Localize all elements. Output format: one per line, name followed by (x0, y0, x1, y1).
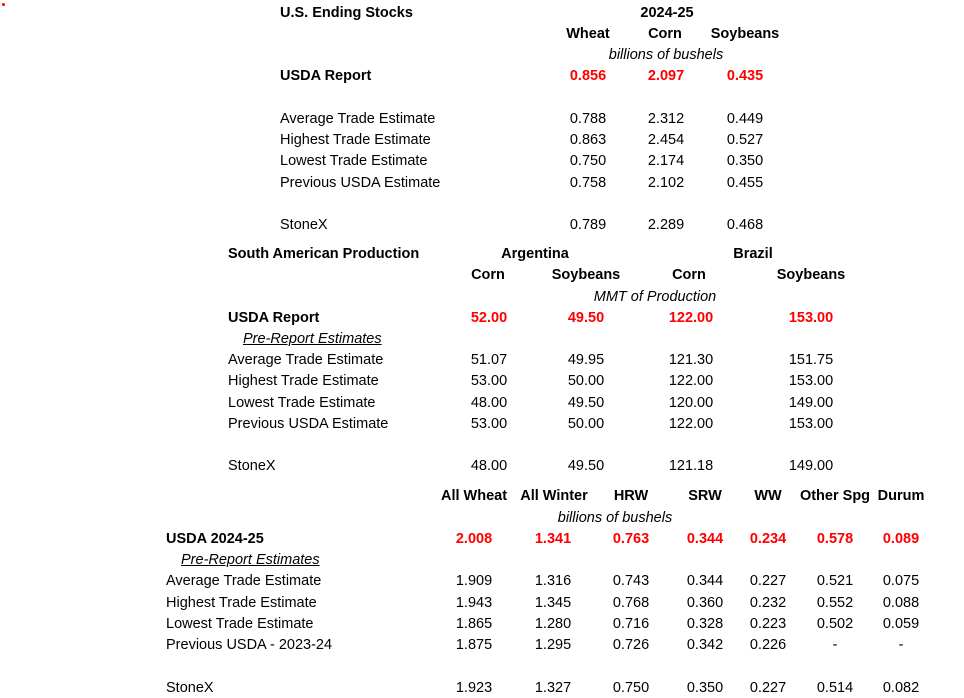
wheat-cell: 1.865 (455, 616, 493, 632)
sa-cell: 120.00 (668, 395, 714, 411)
sa-cell: 48.00 (470, 395, 508, 411)
sa-cell: 149.00 (788, 395, 834, 411)
sa-usda-cell: 153.00 (788, 310, 834, 326)
wheat-cell: 0.750 (612, 680, 650, 696)
wheat-cell: 0.514 (816, 680, 854, 696)
stocks-cell: 0.788 (569, 111, 607, 127)
wheat-cell: 0.716 (612, 616, 650, 632)
wheat-usda-cell: 0.089 (882, 531, 920, 547)
wheat-cell: - (898, 637, 904, 653)
sa-cell: 50.00 (567, 416, 605, 432)
sa-unit: MMT of Production (593, 289, 717, 305)
wheat-cell: 0.342 (686, 637, 724, 653)
wheat-cell: 0.726 (612, 637, 650, 653)
sa-row-label: Lowest Trade Estimate (228, 395, 376, 411)
sa-cell: 50.00 (567, 373, 605, 389)
wheat-col: Other Spg (799, 488, 871, 504)
wheat-cell: 1.943 (455, 595, 493, 611)
stocks-unit: billions of bushels (608, 47, 724, 63)
wheat-cell: 1.909 (455, 573, 493, 589)
wheat-cell: 0.223 (749, 616, 787, 632)
stocks-cell: 2.102 (647, 175, 685, 191)
stocks-cell: 0.863 (569, 132, 607, 148)
sa-cell: 153.00 (788, 416, 834, 432)
sa-cell: 149.00 (788, 458, 834, 474)
stocks-cell: 0.468 (726, 217, 764, 233)
wheat-cell: 1.316 (534, 573, 572, 589)
stocks-col-soybeans: Soybeans (710, 26, 780, 42)
sa-cell: 49.50 (567, 395, 605, 411)
wheat-usda-cell: 0.763 (612, 531, 650, 547)
wheat-cell: 0.350 (686, 680, 724, 696)
wheat-cell: 1.345 (534, 595, 572, 611)
sa-col: Corn (471, 267, 505, 283)
sa-pre-report-label: Pre-Report Estimates (243, 331, 382, 347)
sa-cell: 122.00 (668, 373, 714, 389)
sa-cell: 51.07 (470, 352, 508, 368)
stocks-usda-label: USDA Report (280, 68, 372, 84)
sa-cell: 49.50 (567, 458, 605, 474)
sa-cell: 121.18 (668, 458, 714, 474)
wheat-cell: 0.232 (749, 595, 787, 611)
wheat-cell: 0.502 (816, 616, 854, 632)
sa-row-label: Highest Trade Estimate (228, 373, 379, 389)
wheat-col: All Wheat (440, 488, 508, 504)
wheat-pre-report-label: Pre-Report Estimates (181, 552, 320, 568)
wheat-cell: 0.360 (686, 595, 724, 611)
sa-group-brazil: Brazil (733, 246, 773, 262)
wheat-cell: 0.227 (749, 573, 787, 589)
wheat-cell: 0.082 (882, 680, 920, 696)
wheat-cell: 1.295 (534, 637, 572, 653)
stocks-cell: 0.750 (569, 153, 607, 169)
sa-row-label: Previous USDA Estimate (228, 416, 389, 432)
wheat-col: HRW (613, 488, 649, 504)
red-marker-dot (2, 3, 5, 6)
wheat-cell: 1.923 (455, 680, 493, 696)
stocks-usda-wheat: 0.856 (569, 68, 607, 84)
wheat-unit: billions of bushels (557, 510, 673, 526)
stocks-cell: 2.289 (647, 217, 685, 233)
wheat-usda-cell: 0.578 (816, 531, 854, 547)
wheat-stonex-label: StoneX (166, 680, 214, 696)
wheat-row-label: Highest Trade Estimate (166, 595, 317, 611)
stocks-row-label: Previous USDA Estimate (280, 175, 441, 191)
stocks-col-corn: Corn (648, 26, 682, 42)
wheat-cell: 0.226 (749, 637, 787, 653)
sa-usda-cell: 49.50 (567, 310, 605, 326)
wheat-col: Durum (877, 488, 925, 504)
stocks-cell: 2.174 (647, 153, 685, 169)
sa-group-argentina: Argentina (501, 246, 569, 262)
stocks-usda-soybeans: 0.435 (726, 68, 764, 84)
sa-cell: 153.00 (788, 373, 834, 389)
wheat-row-label: Average Trade Estimate (166, 573, 322, 589)
sa-col: Soybeans (776, 267, 846, 283)
wheat-cell: 0.743 (612, 573, 650, 589)
stocks-col-wheat: Wheat (566, 26, 610, 42)
sa-row-label: Average Trade Estimate (228, 352, 384, 368)
stocks-stonex-label: StoneX (280, 217, 328, 233)
stocks-cell: 0.758 (569, 175, 607, 191)
sa-cell: 53.00 (470, 416, 508, 432)
stocks-row-label: Lowest Trade Estimate (280, 153, 428, 169)
sa-usda-label: USDA Report (228, 310, 320, 326)
sa-col: Corn (672, 267, 706, 283)
wheat-cell: 0.227 (749, 680, 787, 696)
wheat-cell: 0.328 (686, 616, 724, 632)
stocks-title: U.S. Ending Stocks (280, 5, 413, 21)
sa-cell: 122.00 (668, 416, 714, 432)
stocks-row-label: Average Trade Estimate (280, 111, 436, 127)
sa-cell: 121.30 (668, 352, 714, 368)
stocks-cell: 2.312 (647, 111, 685, 127)
sa-cell: 53.00 (470, 373, 508, 389)
stocks-year: 2024-25 (640, 5, 694, 21)
wheat-usda-cell: 2.008 (455, 531, 493, 547)
stocks-cell: 0.350 (726, 153, 764, 169)
wheat-cell: 0.075 (882, 573, 920, 589)
sa-col: Soybeans (551, 267, 621, 283)
sa-cell: 49.95 (567, 352, 605, 368)
sa-title: South American Production (228, 246, 420, 262)
wheat-cell: 0.344 (686, 573, 724, 589)
wheat-cell: 0.059 (882, 616, 920, 632)
wheat-col: SRW (688, 488, 722, 504)
wheat-usda-label: USDA 2024-25 (166, 531, 264, 547)
sa-cell: 48.00 (470, 458, 508, 474)
wheat-row-label: Previous USDA - 2023-24 (166, 637, 333, 653)
wheat-col: WW (754, 488, 782, 504)
wheat-cell: 1.875 (455, 637, 493, 653)
stocks-cell: 0.527 (726, 132, 764, 148)
wheat-cell: 0.521 (816, 573, 854, 589)
stocks-cell: 0.449 (726, 111, 764, 127)
wheat-cell: 0.768 (612, 595, 650, 611)
stocks-row-label: Highest Trade Estimate (280, 132, 431, 148)
wheat-usda-cell: 0.234 (749, 531, 787, 547)
stocks-cell: 0.455 (726, 175, 764, 191)
stocks-usda-corn: 2.097 (647, 68, 685, 84)
sa-usda-cell: 122.00 (668, 310, 714, 326)
wheat-cell: 1.327 (534, 680, 572, 696)
wheat-cell: 0.552 (816, 595, 854, 611)
sa-stonex-label: StoneX (228, 458, 276, 474)
wheat-cell: - (832, 637, 838, 653)
wheat-usda-cell: 1.341 (534, 531, 572, 547)
wheat-cell: 1.280 (534, 616, 572, 632)
wheat-row-label: Lowest Trade Estimate (166, 616, 314, 632)
stocks-cell: 0.789 (569, 217, 607, 233)
sa-cell: 151.75 (788, 352, 834, 368)
wheat-usda-cell: 0.344 (686, 531, 724, 547)
sa-usda-cell: 52.00 (470, 310, 508, 326)
wheat-col: All Winter (520, 488, 588, 504)
wheat-cell: 0.088 (882, 595, 920, 611)
stocks-cell: 2.454 (647, 132, 685, 148)
